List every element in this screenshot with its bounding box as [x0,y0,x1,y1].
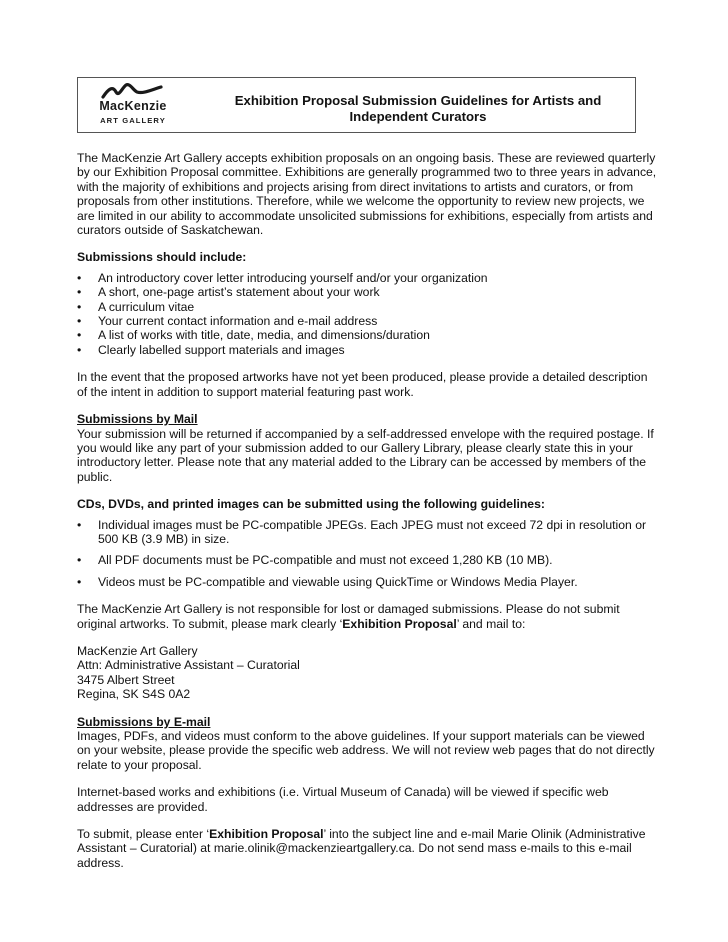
intro-paragraph: The MacKenzie Art Gallery accepts exhibition proposals on an ongoing basis. These are reviewed quarterly by our Exhibition Proposal committee. Exhibitions are generally programmed two to three years in advance, with the majority of exhibitions and projects arising from direct invitations to artists and curators, or from proposals from other institutions. Therefore, while we welcome the opportunity to review new projects, we are limited in our ability to accommodate unsolicited submissions for exhibitions, especially from artists and curators outside of Saskatchewan. [77,151,657,238]
header-box [77,77,636,133]
list-item: • Individual images must be PC-compatible JPEGs. Each JPEG must not exceed 72 dpi in resolution or 500 KB (3.9 MB) in size. [77,518,657,547]
address-line: MacKenzie Art Gallery [77,643,198,658]
list-item: • Your current contact information and e-mail address [77,314,657,328]
address-line: Attn: Administrative Assistant – Curatorial [77,658,300,673]
document-body [77,151,657,870]
internet-paragraph: Internet-based works and exhibitions (i.e. Virtual Museum of Canada) will be viewed if specific web addresses are provided. [77,785,609,814]
mail-paragraph: Your submission will be returned if accompanied by a self-addressed envelope with the required postage. If you would like any part of your submission added to our Gallery Library, please clearly state this in your introductory letter. Please note that any material added to the Library can be accessed by members of the public. [77,426,654,484]
event-paragraph: In the event that the proposed artworks have not yet been produced, please provide a detailed description of the intent in addition to support material featuring past work. [77,370,648,399]
address-line: 3475 Albert Street [77,672,175,687]
responsibility-paragraph: The MacKenzie Art Gallery is not responsible for lost or damaged submissions. Please do not submit original artworks. To submit, please mark clearly ‘Exhibition Proposal’ and mail to: [77,602,620,631]
exhibition-proposal-emphasis: Exhibition Proposal [342,616,457,631]
mailing-address [77,644,657,702]
media-guidelines-list [77,518,657,590]
address-line: Regina, SK S4S 0A2 [77,687,191,702]
email-heading: Submissions by E-mail [77,714,211,729]
list-item: • All PDF documents must be PC-compatible and must not exceed 1,280 KB (10 MB). [77,553,657,567]
media-heading: CDs, DVDs, and printed images can be submitted using the following guidelines: [77,497,545,512]
list-item: • Videos must be PC-compatible and viewable using QuickTime or Windows Media Player. [77,575,657,589]
list-item: • A list of works with title, date, media, and dimensions/duration [77,328,657,342]
logo-wordmark: MacKenzie [99,99,167,113]
page-title [208,93,628,125]
gallery-logo [89,82,175,130]
page-title-line-2: Independent Curators [349,109,487,124]
list-item: • An introductory cover letter introducing yourself and/or your organization [77,271,657,285]
include-heading: Submissions should include: [77,250,247,265]
submit-email-paragraph: To submit, please enter ‘Exhibition Proposal’ into the subject line and e-mail Marie Olinik (Administrative Assistant – Curatorial) at marie.olinik@mackenzieartgallery.ca. Do not send mass e-mails to this e-mail address. [77,827,646,870]
include-list [77,271,657,357]
list-item: • Clearly labelled support materials and images [77,343,657,357]
logo-subtitle: ART GALLERY [100,116,166,125]
mail-heading: Submissions by Mail [77,412,198,427]
email-paragraph: Images, PDFs, and videos must conform to the above guidelines. If your support materials can be viewed on your website, please provide the specific web address. We will not review web pages that do not directly relate to your proposal. [77,729,655,772]
exhibition-proposal-emphasis: Exhibition Proposal [209,827,324,842]
list-item: • A short, one-page artist’s statement about your work [77,285,657,299]
page-title-line-1: Exhibition Proposal Submission Guidelines for Artists and [234,93,602,108]
list-item: • A curriculum vitae [77,300,657,314]
